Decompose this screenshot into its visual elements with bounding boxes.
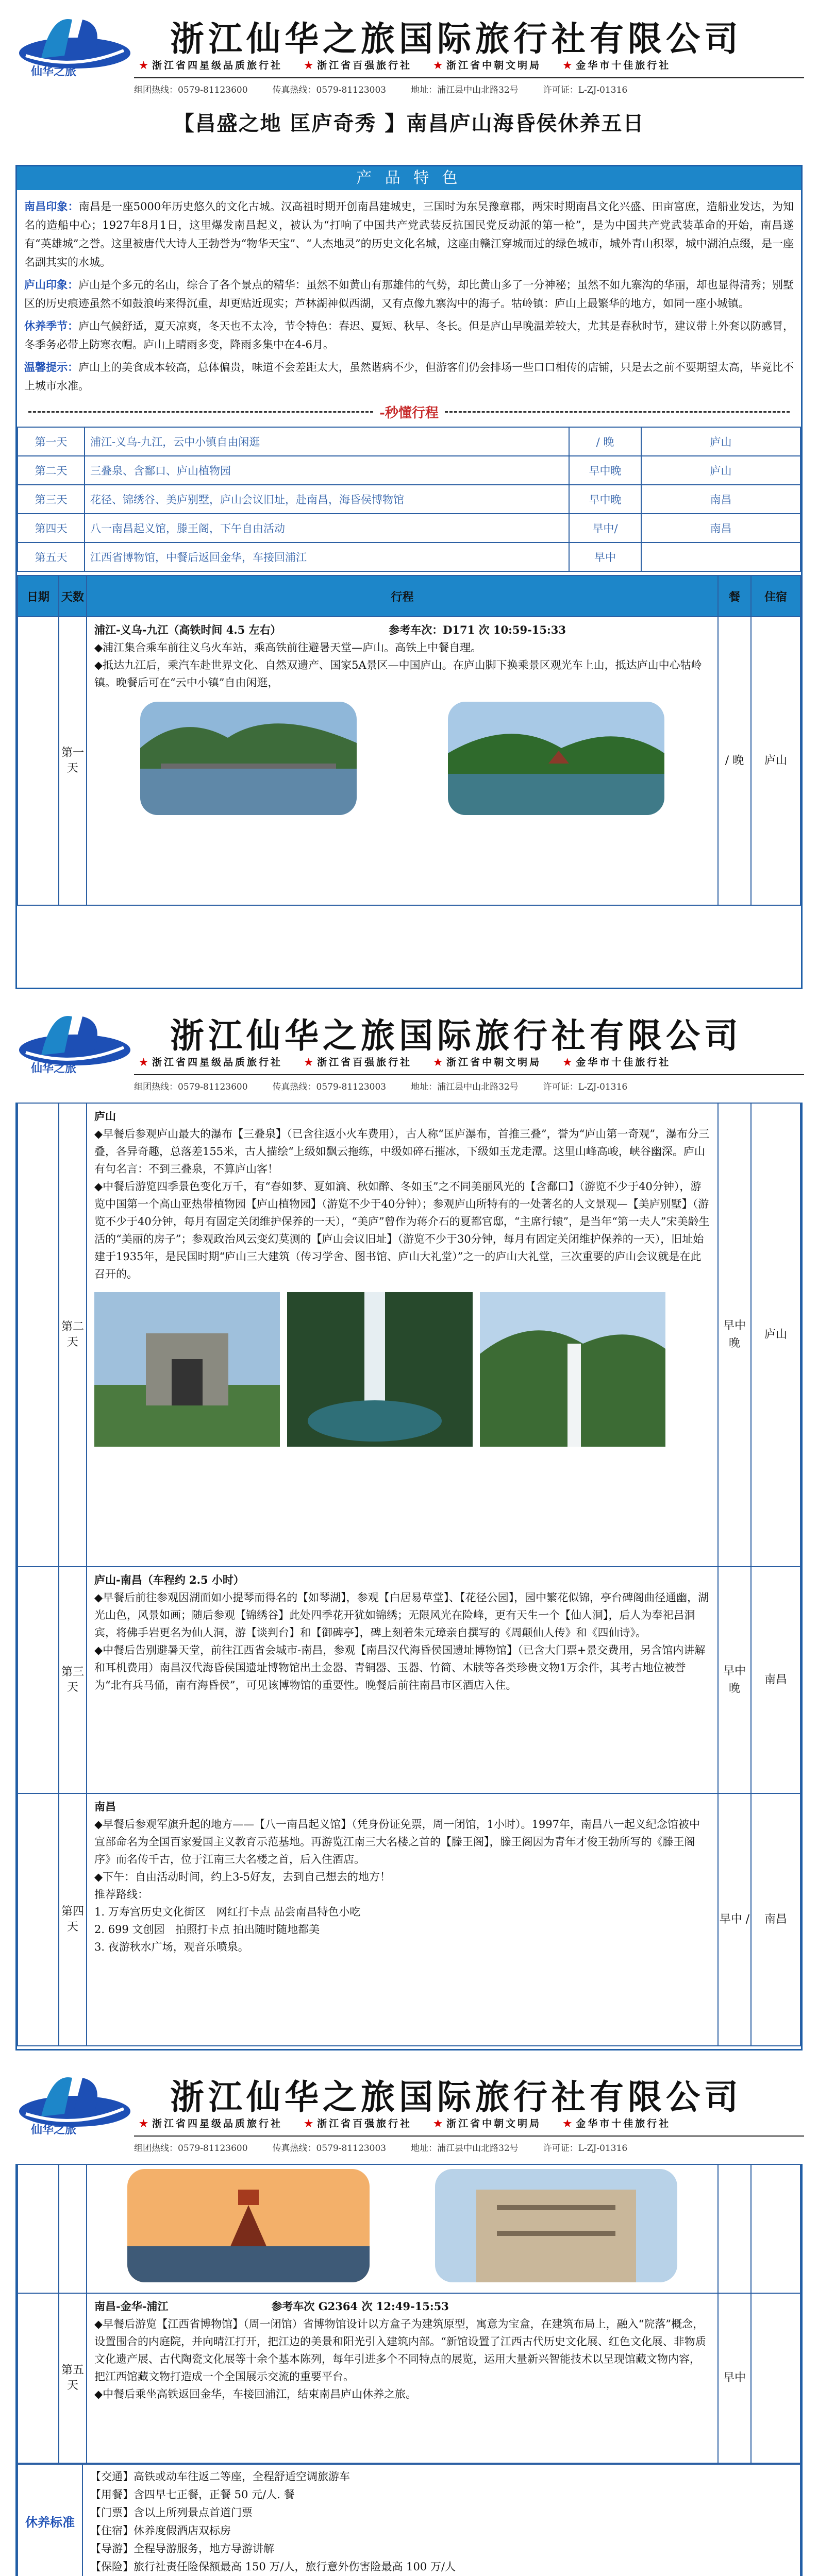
day-row xyxy=(18,617,800,905)
page-header xyxy=(0,0,818,103)
trip-title: 【昌盛之地 匡庐奇秀 】南昌庐山海昏侯休养五日 xyxy=(173,111,645,135)
train-info: 参考车次：D171 次 10:59-15:33 xyxy=(389,623,566,636)
day-row xyxy=(18,1793,800,2046)
standard-item: 【保险】旅行社责任险保额最高 150 万/人，旅行意外伤害险最高 100 万/人 xyxy=(90,2561,456,2573)
schedule-table xyxy=(17,427,801,572)
train-info: 参考车次 G2364 次 12:49-15:53 xyxy=(271,2300,449,2313)
star-icon: ★ xyxy=(139,2118,151,2129)
honor-tag: ★ 浙江省四星级品质旅行社 xyxy=(139,60,283,71)
route-item: 2. 699 文创园 拍照打卡点 拍出随时随地都美 xyxy=(94,1923,320,1936)
star-icon: ★ xyxy=(563,2118,574,2129)
honor-tag: ★ 浙江省中朝文明局 xyxy=(433,60,542,71)
honor-tags xyxy=(139,58,671,72)
photo-row xyxy=(18,2164,800,2293)
feature-item: 南昌印象：南昌是一座5000年历史悠久的文化古城。汉高祖时期开创南昌建城史，三国时为东吴豫章郡，两宋时期南昌文化兴盛、田亩富庶，造船业发达，为知名的造船中心；1927年8月1日，这里爆发南昌起义，被认为“打响了中国共产党武装反抗国民党反动派的第一枪”，是为中国共产党武装革命的开始，南昌遂有“英雄城”之誉。这里被唐代大诗人王勃誉为“物华天宝”、“人杰地灵”的历史文化名城，这座由赣江穿城而过的绿色城市，城外青山积翠，城中湖泊点缀，是一座名副其实的水城。 xyxy=(24,200,794,268)
star-icon: ★ xyxy=(304,2118,315,2129)
contact-fax: 传真热线：0579-81123003 xyxy=(272,85,387,95)
star-icon: ★ xyxy=(433,60,445,71)
day-stay: 南昌 xyxy=(751,1567,800,1793)
standard-item: 【门票】含以上所列景点首道门票 xyxy=(90,2506,253,2519)
table-row: 第五天 江西省博物馆，中餐后返回金华，车接回浦江 早中 xyxy=(18,543,800,571)
star-icon: ★ xyxy=(433,1057,445,1068)
day-bullet: ◆早餐后参观军旗升起的地方——【八一南昌起义馆】（凭身份证免票，周一闭馆，1小时）。1997年，南昌八一起义纪念馆被中宣部命名为全国百家爱国主义教育示范基地。再游览江南三大名楼之首的【滕王阁】，滕王阁因为青年才俊王勃所写的《滕王阁序》而名传千古，位于江南三大名楼之首，后入住酒店。 xyxy=(94,1818,700,1866)
contact-row: 组团热线：0579-81123600 传真热线：0579-81123003 地址：浦江县中山北路32号 许可证：L-ZJ-01316 xyxy=(134,2143,628,2154)
day-lead: 南昌-金华-浦江 xyxy=(94,2300,169,2313)
star-icon: ★ xyxy=(304,60,315,71)
day-label: 第四天 xyxy=(59,1793,87,2046)
contact-row: 组团热线：0579-81123600 传真热线：0579-81123003 地址：浦江县中山北路32号 许可证：L-ZJ-01316 xyxy=(134,1082,628,1092)
lushan-lake-photo xyxy=(140,702,357,815)
contact-row xyxy=(134,82,627,95)
day-bullet: ◆中餐后乘坐高铁返回金华，车接回浦江，结束南昌庐山休养之旅。 xyxy=(94,2388,417,2400)
day-row xyxy=(18,1567,800,1793)
route-item: 3. 夜游秋水广场，观音乐喷泉。 xyxy=(94,1941,249,1953)
features-body xyxy=(17,190,801,402)
standards-table xyxy=(17,2464,801,2576)
schedule-heading: -秒懂行程 xyxy=(22,402,796,421)
day-bullet: ◆早餐后游览【江西省博物馆】（周一闭馆）省博物馆设计以方盒子为建筑原型，寓意为宝盒，在建筑布局上，融入“院落”概念，设置围合的内庭院，并向晴江打开，把江边的美景和阳光引入建筑内部。“新馆设置了江西古代历史文化展、红色文化展、非物质文化遗产展、古代陶瓷文化展等十余个基本陈列，每年引进多个不同特点的展览，运用大量新兴智能技术以呈现馆藏文物内容，把江西馆藏文物打造成一个全国展示交流的重要平台。 xyxy=(94,2318,706,2383)
col-stay: 住宿 xyxy=(751,575,800,617)
lushan-pavilion-photo xyxy=(448,702,664,815)
features-frame xyxy=(15,165,803,989)
day-stay: 庐山 xyxy=(751,617,800,905)
day-label: 第五天 xyxy=(59,2293,87,2463)
col-trip: 行程 xyxy=(87,575,718,617)
company-name: 浙江仙华之旅国际旅行社有限公司 xyxy=(170,1015,742,1056)
contact-license: 许可证：L-ZJ-01316 xyxy=(543,85,628,95)
logo-text: 仙华之旅 xyxy=(31,65,77,78)
table-row: 第三天 花径、锦绣谷、美庐别墅，庐山会议旧址，赴南昌，海昏侯博物馆 早中晚 南昌 xyxy=(18,485,800,514)
itinerary-frame-2 xyxy=(15,1103,803,2050)
page-header xyxy=(0,997,818,1100)
star-icon: ★ xyxy=(304,1057,315,1068)
day-row xyxy=(18,1103,800,1567)
day-row xyxy=(18,2293,800,2463)
star-icon: ★ xyxy=(139,60,151,71)
day-lead: 庐山 xyxy=(94,1110,116,1123)
table-row: 第一天 浦江-义乌-九江，云中小镇自由闲逛 / 晚 庐山 xyxy=(18,427,800,456)
day-label: 第三天 xyxy=(59,1567,87,1793)
page-header xyxy=(0,2058,818,2161)
itinerary-table xyxy=(17,1103,801,2046)
lushan-falls-photo xyxy=(480,1292,665,1447)
star-icon: ★ xyxy=(563,1057,574,1068)
company-name: 浙江仙华之旅国际旅行社有限公司 xyxy=(170,19,742,59)
company-name: 浙江仙华之旅国际旅行社有限公司 xyxy=(170,2077,742,2117)
contact-address: 地址：浦江县中山北路32号 xyxy=(411,85,519,95)
honor-tag: ★ 金华市十佳旅行社 xyxy=(563,60,671,71)
contact-phone: 组团热线：0579-81123600 xyxy=(134,85,248,95)
col-meal: 餐 xyxy=(718,575,751,617)
table-row: 第四天 八一南昌起义馆，滕王阁，下午自由活动 早中/ 南昌 xyxy=(18,514,800,543)
tengwang-pavilion-photo xyxy=(127,2169,370,2282)
day-meal: 早中晚 xyxy=(718,1567,751,1793)
standards-label: 休养标准 xyxy=(18,2464,82,2576)
features-heading: 产 品 特 色 xyxy=(17,166,801,190)
day-bullet: ◆抵达九江后，乘汽车赴世界文化、自然双遗产、国家5A景区—中国庐山。在庐山脚下换乘景区观光车上山，抵达庐山中心牯岭镇。晚餐后可在“云中小镇”自由闲逛， xyxy=(94,659,702,689)
feature-item: 温馨提示：庐山上的美食成本较高，总体偏贵，味道不会差距太大，虽然谐病不少，但游客们仍会排场一些口口相传的店铺，只是去之前不要期望太高，毕竟比不上城市水准。 xyxy=(24,361,794,392)
day-bullet: ◆浦江集合乘车前往义乌火车站，乘高铁前往避暑天堂—庐山。高铁上中餐自理。 xyxy=(94,641,482,654)
day-label: 第一天 xyxy=(59,617,87,905)
table-row xyxy=(18,2464,800,2576)
standard-item: 【用餐】含四早七正餐，正餐 50 元/人. 餐 xyxy=(90,2488,295,2501)
day-label: 第二天 xyxy=(59,1103,87,1567)
honor-tags: ★ 浙江省四星级品质旅行社 ★ 浙江省百强旅行社 ★ 浙江省中朝文明局 ★ 金华市十佳旅行社 xyxy=(139,1057,671,1068)
col-date: 日期 xyxy=(18,575,59,617)
logo-text: 仙华之旅 xyxy=(31,2123,77,2137)
standard-item: 【交通】高铁或动车往返二等座，全程舒适空调旅游车 xyxy=(90,2470,350,2483)
standard-item: 【住宿】休养度假酒店双标房 xyxy=(90,2524,231,2537)
day-stay xyxy=(751,2293,800,2463)
col-days: 天数 xyxy=(59,575,87,617)
sandiequan-waterfall-photo xyxy=(287,1292,473,1447)
header-divider xyxy=(134,77,804,78)
day-bullet: ◆中餐后告别避暑天堂，前往江西省会城市-南昌，参观【南昌汉代海昏侯国遗址博物馆】（已含大门票+景交费用，另含馆内讲解和耳机费用）南昌汉代海昏侯国遗址博物馆出土金器、青铜器、玉器、竹简、木牍等各类珍贵文物1万余件，其考古地位被誉为“北有兵马俑，南有海昏侯”，可见该博物馆的重要性。晚餐后前往南昌市区酒店入住。 xyxy=(94,1644,706,1691)
itinerary-header-row xyxy=(18,575,800,617)
day-meal: 早中晚 xyxy=(718,1103,751,1567)
day-lead: 浦江-义乌-九江（高铁时间 4.5 左右） xyxy=(94,623,281,636)
logo-text: 仙华之旅 xyxy=(31,1062,77,1075)
hanpokou-gate-photo xyxy=(94,1292,280,1447)
route-recommend-title: 推荐路线： xyxy=(94,1888,148,1901)
feature-item: 庐山印象：庐山是个多元的名山，综合了各个景点的精华：虽然不如黄山有那雄伟的气势，却比黄山多了一分神秘；虽然不如九寨沟的华丽，却也显得清秀；别墅区的历史痕迹虽然不如鼓浪屿来得沉重，却更贴近现实；芦林湖神似西湖，又有点像九寨沟中的海子。牯岭镇：庐山上最繁华的地方，如同一座小城镇。 xyxy=(24,278,794,310)
day-stay: 南昌 xyxy=(751,1793,800,2046)
day-bullet: ◆早餐后前往参观因湖面如小提琴而得名的【如琴湖】，参观【白居易草堂】、【花径公园】，园中繁花似锦，亭台碑阁曲径通幽，湖光山色，风景如画；随后参观【锦绣谷】此处四季花开犹如锦绣；无限风光在险峰，更有天生一个【仙人洞】，后人为奉祀吕洞宾，将佛手岩更名为仙人洞，游【谈判台】和【御碑亭】，碑上刻着朱元璋亲自撰写的《周颠仙人传》和《四仙诗》。 xyxy=(94,1591,709,1639)
star-icon: ★ xyxy=(139,1057,151,1068)
day-meal: / 晚 xyxy=(718,617,751,905)
standard-item: 【导游】全程导游服务，地方导游讲解 xyxy=(90,2543,274,2555)
honor-tags: ★ 浙江省四星级品质旅行社 ★ 浙江省百强旅行社 ★ 浙江省中朝文明局 ★ 金华市十佳旅行社 xyxy=(139,2118,671,2129)
star-icon: ★ xyxy=(433,2118,445,2129)
museum-building-photo xyxy=(435,2169,677,2282)
day-stay: 庐山 xyxy=(751,1103,800,1567)
itinerary-table xyxy=(17,2164,801,2464)
table-row: 第二天 三叠泉、含鄱口、庐山植物园 早中晚 庐山 xyxy=(18,456,800,485)
day-meal: 早中 xyxy=(718,2293,751,2463)
feature-item: 休养季节：庐山气候舒适，夏天凉爽，冬天也不太冷，节令特色：春迟、夏短、秋早、冬长。但是庐山早晚温差较大，尤其是春秋时节，建议带上外套以防感冒，冬季务必带上防寒衣帽。庐山上晴雨多变，降雨多集中在4-6月。 xyxy=(24,319,794,351)
day-bullet: ◆早餐后参观庐山最大的瀑布【三叠泉】（已含往返小火车费用），古人称“匡庐瀑布，首推三叠”，誉为“庐山第一奇观”，瀑布分三叠，各异奇趣，总落差155米，古人描绘“上级如飘云拖练，中级如碎石摧冰，下级如玉龙走潭。这里山峰高峻，峡谷幽深。庐山有句名言：不到三叠泉，不算庐山客！ xyxy=(94,1128,710,1175)
day-bullet: ◆中餐后游览四季景色变化万千，有“春如梦、夏如滴、秋如醉、冬如玉”之不同美丽风光的【含鄱口】（游览不少于40分钟），游览中国第一个高山亚热带植物园【庐山植物园】（游览不少于40分钟）；参观庐山所特有的一处著名的人文景观—【美庐别墅】（游览不少于40分钟，每月有固定关闭维护保养的一天），“美庐”曾作为蒋介石的夏都官邸，“主席行辕”，是当年“第一夫人”宋美龄生活的“美丽的房子”；参观政治风云变幻莫测的【庐山会议旧址】（游览不少于30分钟，每月有固定关闭维护保养的一天），旧址始建于1935年，是民国时期“庐山三大建筑（传习学舍、图书馆、庐山大礼堂）”之一的庐山大礼堂，三次重要的庐山会议就是在此召开的。 xyxy=(94,1180,710,1280)
day-lead: 庐山-南昌（车程约 2.5 小时） xyxy=(94,1573,244,1586)
honor-tag: ★ 浙江省百强旅行社 xyxy=(304,60,412,71)
itinerary-table xyxy=(17,575,801,906)
day-lead: 南昌 xyxy=(94,1800,116,1813)
star-icon: ★ xyxy=(563,60,574,71)
route-item: 1. 万寿宫历史文化街区 网红打卡点 品尝南昌特色小吃 xyxy=(94,1906,361,1918)
day-bullet: ◆下午：自由活动时间，约上3-5好友，去到自己想去的地方！ xyxy=(94,1871,391,1883)
day-meal: 早中 / xyxy=(718,1793,751,2046)
itinerary-frame-3 xyxy=(15,2164,803,2576)
